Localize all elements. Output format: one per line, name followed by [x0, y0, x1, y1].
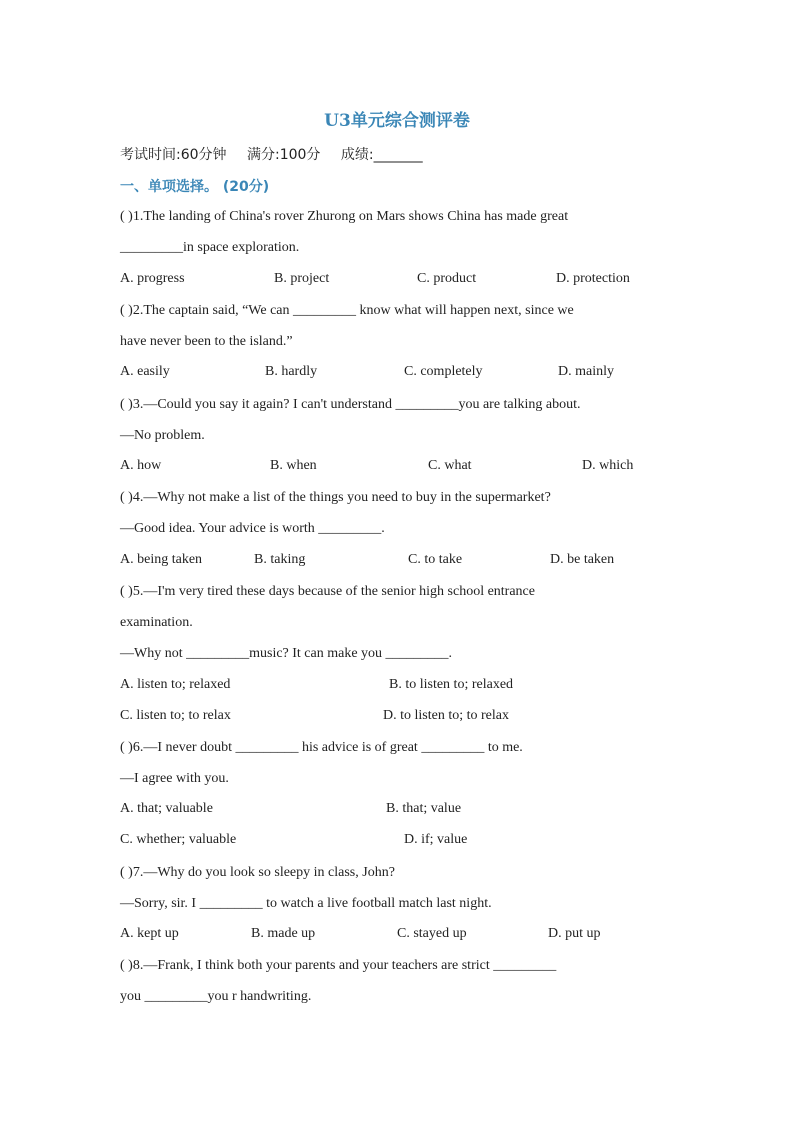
q1-option-d: D. protection	[556, 271, 630, 286]
q3-option-d: D. which	[582, 458, 634, 473]
q6-option-a: A. that; valuable	[120, 801, 213, 816]
q6-option-c: C. whether; valuable	[120, 832, 237, 847]
q7-option-b: B. made up	[251, 926, 316, 941]
page-title: U3单元综合测评卷	[324, 111, 470, 131]
exam-full-score: 满分:100分	[246, 147, 321, 163]
question-3-stem: ( )3.—Could you say it again? I can't understand _________you are talking about.	[120, 397, 581, 412]
question-5-stem-cont: examination.	[120, 615, 193, 630]
q6-option-d: D. if; value	[404, 832, 468, 847]
q5-option-b: B. to listen to; relaxed	[389, 677, 514, 692]
q5-option-a: A. listen to; relaxed	[120, 677, 231, 692]
q3-option-c: C. what	[428, 458, 472, 473]
question-2-stem: ( )2.The captain said, “We can _________ know what will happen next, since we	[120, 303, 574, 318]
q2-option-b: B. hardly	[265, 364, 318, 379]
question-1-stem-cont: _________in space exploration.	[120, 240, 300, 255]
question-1-stem: ( )1.The landing of China's rover Zhurong on Mars shows China has made great	[120, 209, 569, 224]
question-5-stem: ( )5.—I'm very tired these days because of the senior high school entrance	[120, 584, 535, 599]
question-7-response: —Sorry, sir. I _________ to watch a live football match last night.	[120, 896, 492, 911]
q4-option-a: A. being taken	[120, 552, 203, 567]
exam-score-field: 成绩:_______	[340, 147, 423, 163]
q2-option-c: C. completely	[404, 364, 483, 379]
q1-option-a: A. progress	[120, 271, 185, 286]
q4-option-d: D. be taken	[550, 552, 615, 567]
question-5-response: —Why not _________music? It can make you _________.	[120, 646, 453, 661]
q5-option-c: C. listen to; to relax	[120, 708, 231, 723]
q2-option-d: D. mainly	[558, 364, 614, 379]
exam-info	[120, 144, 439, 164]
question-4-stem: ( )4.—Why not make a list of the things you need to buy in the supermarket?	[120, 490, 551, 505]
question-6-stem: ( )6.—I never doubt _________ his advice is of great _________ to me.	[120, 740, 523, 755]
exam-time: 考试时间:60分钟	[120, 147, 227, 163]
question-4-response: —Good idea. Your advice is worth _________.	[120, 521, 385, 536]
section-heading: 一、单项选择。 (20分)	[120, 179, 270, 195]
q1-option-c: C. product	[417, 271, 477, 286]
q4-option-c: C. to take	[408, 552, 463, 567]
q3-option-b: B. when	[270, 458, 317, 473]
q3-option-a: A. how	[120, 458, 162, 473]
question-7-stem: ( )7.—Why do you look so sleepy in class, John?	[120, 865, 395, 880]
q5-option-d: D. to listen to; to relax	[383, 708, 509, 723]
q7-option-a: A. kept up	[120, 926, 179, 941]
q7-option-c: C. stayed up	[397, 926, 467, 941]
question-6-response: —I agree with you.	[120, 771, 229, 786]
question-8-stem-cont: you _________you r handwriting.	[120, 989, 312, 1004]
question-3-response: —No problem.	[120, 428, 205, 443]
question-2-stem-cont: have never been to the island.”	[120, 334, 293, 349]
q4-option-b: B. taking	[254, 552, 306, 567]
q2-option-a: A. easily	[120, 364, 170, 379]
q7-option-d: D. put up	[548, 926, 601, 941]
q1-option-b: B. project	[274, 271, 330, 286]
question-8-stem: ( )8.—Frank, I think both your parents and your teachers are strict _________	[120, 958, 557, 973]
q6-option-b: B. that; value	[386, 801, 462, 816]
